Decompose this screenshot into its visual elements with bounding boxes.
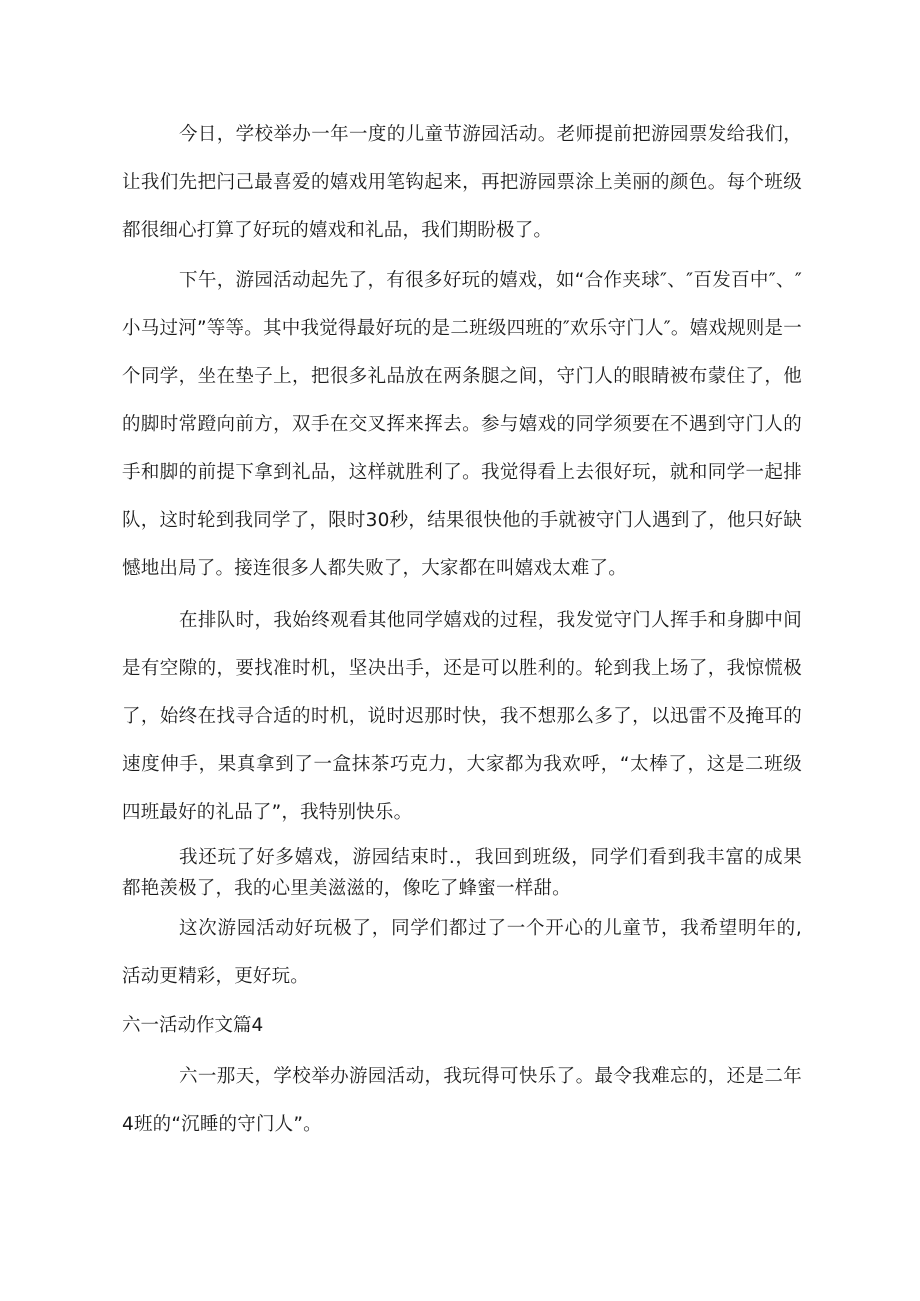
paragraph-4: 我还玩了好多嬉戏，游园结束时.，我回到班级，同学们看到我丰富的成果都艳羡极了，我的心里美滋滋的，像吃了蜂蜜一样甜。 xyxy=(122,847,802,899)
paragraph-5: 这次游园活动好玩极了，同学们都过了一个开心的儿童节，我希望明年的,活动更精彩，更好玩。 xyxy=(122,918,802,987)
paragraph-1: 今日，学校举办一年一度的儿童节游园活动。老师提前把游园票发给我们，让我们先把闩己最喜爱的嬉戏用笔钩起来，再把游园票涂上美丽的颜色。每个班级都很细心打算了好玩的嬉戏和礼品，我们期盼极了。 xyxy=(122,124,802,241)
paragraph-2: 下午，游园活动起先了，有很多好玩的嬉戏，如“合作夹球″、″百发百中″、″小马过河”等等。其中我觉得最好玩的是二班级四班的″欢乐守门人″。嬉戏规则是一个同学，坐在垫子上，把很多礼品放在两条腿之间，守门人的眼睛被布蒙住了，他的脚时常蹬向前方，双手在交叉挥来挥去。参与嬉戏的同学须要在不遇到守门人的手和脚的前提下拿到礼品，这样就胜利了。我觉得看上去很好玩，就和同学一起排队，这时轮到我同学了，限时30秒，结果很快他的手就被守门人遇到了，他只好缺憾地出局了。接连很多人都失败了，大家都在叫嬉戏太难了。 xyxy=(122,270,802,579)
section-heading: 六一活动作文篇4 xyxy=(122,1015,264,1036)
paragraph-3: 在排队时，我始终观看其他同学嬉戏的过程，我发觉守门人挥手和身脚中间是有空隙的，要找准时机，坚决出手，还是可以胜利的。轮到我上场了，我惊慌极了，始终在找寻合适的时机，说时迟那时快，我不想那么多了，以迅雷不及掩耳的速度伸手，果真拿到了一盒抹茶巧克力，大家都为我欢呼，“太棒了，这是二班级四班最好的礼品了”，我特别快乐。 xyxy=(122,610,802,823)
section-paragraph: 六一那天，学校举办游园活动，我玩得可快乐了。最令我难忘的，还是二年4班的“沉睡的守门人”。 xyxy=(122,1066,802,1135)
